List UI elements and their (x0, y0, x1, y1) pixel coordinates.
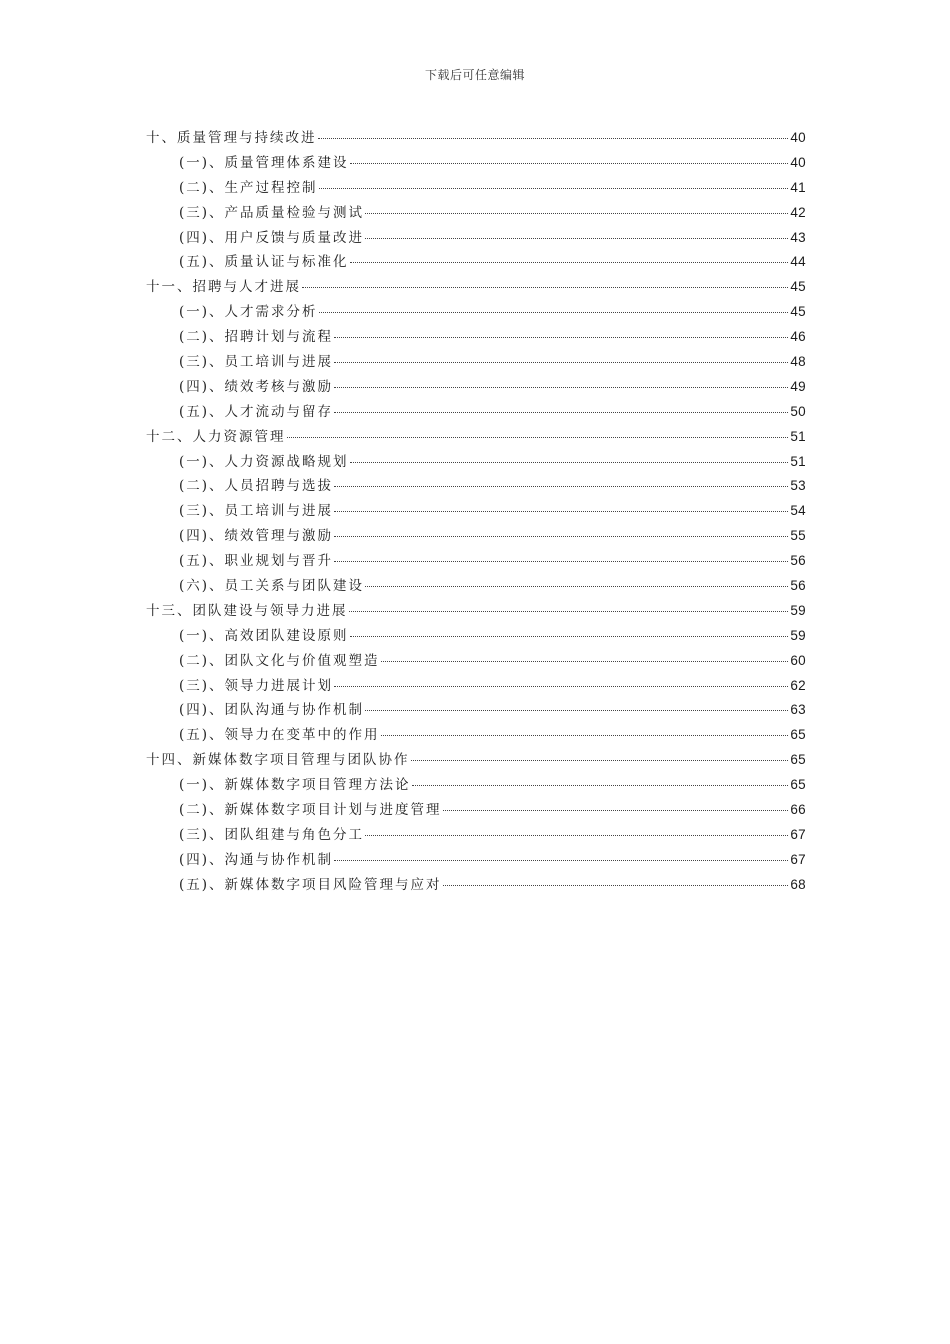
toc-entry-leader (412, 785, 789, 786)
toc-entry-title: (四)、沟通与协作机制 (179, 851, 334, 868)
toc-entry-leader (319, 312, 789, 313)
toc-section-entry[interactable] (146, 499, 806, 524)
toc-entry-title: (二)、人员招聘与选拔 (179, 478, 334, 495)
toc-section-entry[interactable] (146, 698, 806, 723)
toc-entry-page-number: 56 (790, 578, 806, 594)
toc-section-entry[interactable] (146, 201, 806, 226)
toc-section-entry[interactable] (146, 823, 806, 848)
toc-chapter-entry[interactable] (146, 599, 806, 624)
toc-entry-title: (一)、人力资源战略规划 (179, 453, 349, 470)
toc-section-entry[interactable] (146, 474, 806, 499)
toc-entry-leader (350, 636, 789, 637)
toc-entry-leader (365, 213, 788, 214)
toc-entry-page-number: 48 (790, 354, 806, 370)
toc-entry-page-number: 66 (790, 802, 806, 818)
toc-entry-leader (334, 412, 788, 413)
toc-entry-title: (五)、人才流动与留存 (179, 403, 334, 420)
toc-entry-page-number: 50 (790, 403, 806, 419)
toc-section-entry[interactable] (146, 250, 806, 275)
toc-entry-leader (334, 511, 788, 512)
toc-entry-title: 十三、团队建设与领导力进展 (146, 602, 348, 619)
toc-entry-leader (365, 835, 788, 836)
toc-section-entry[interactable] (146, 549, 806, 574)
toc-entry-leader (334, 337, 788, 338)
toc-entry-page-number: 62 (790, 677, 806, 693)
toc-entry-title: (四)、用户反馈与质量改进 (179, 229, 365, 246)
toc-entry-leader (334, 686, 788, 687)
toc-entry-page-number: 43 (790, 229, 806, 245)
toc-entry-title: (四)、绩效考核与激励 (179, 378, 334, 395)
toc-section-entry[interactable] (146, 300, 806, 325)
toc-entry-title: 十二、人力资源管理 (146, 428, 286, 445)
toc-entry-leader (365, 586, 788, 587)
toc-entry-leader (287, 437, 789, 438)
toc-entry-leader (443, 885, 789, 886)
toc-entry-page-number: 65 (790, 752, 806, 768)
toc-entry-page-number: 41 (790, 179, 806, 195)
toc-chapter-entry[interactable] (146, 425, 806, 450)
toc-entry-page-number: 68 (790, 876, 806, 892)
toc-entry-page-number: 67 (790, 851, 806, 867)
toc-entry-leader (334, 860, 788, 861)
toc-entry-title: (三)、员工培训与进展 (179, 503, 334, 520)
toc-entry-page-number: 42 (790, 204, 806, 220)
toc-section-entry[interactable] (146, 450, 806, 475)
toc-entry-title: (一)、质量管理体系建设 (179, 154, 349, 171)
toc-entry-leader (443, 810, 789, 811)
toc-entry-title: (三)、领导力进展计划 (179, 677, 334, 694)
toc-entry-title: 十一、招聘与人才进展 (146, 279, 301, 296)
toc-entry-page-number: 56 (790, 553, 806, 569)
toc-entry-title: (二)、生产过程控制 (179, 179, 318, 196)
toc-entry-page-number: 59 (790, 627, 806, 643)
toc-entry-page-number: 40 (790, 154, 806, 170)
toc-entry-leader (350, 462, 789, 463)
toc-entry-title: (六)、员工关系与团队建设 (179, 578, 365, 595)
toc-entry-page-number: 51 (790, 428, 806, 444)
toc-entry-title: (五)、职业规划与晋升 (179, 553, 334, 570)
toc-entry-title: (二)、团队文化与价值观塑造 (179, 652, 380, 669)
toc-entry-title: (一)、新媒体数字项目管理方法论 (179, 777, 411, 794)
toc-section-entry[interactable] (146, 873, 806, 898)
toc-entry-title: (四)、绩效管理与激励 (179, 528, 334, 545)
toc-entry-leader (411, 760, 789, 761)
toc-section-entry[interactable] (146, 400, 806, 425)
toc-chapter-entry[interactable] (146, 748, 806, 773)
toc-chapter-entry[interactable] (146, 275, 806, 300)
toc-entry-leader (334, 536, 788, 537)
toc-section-entry[interactable] (146, 649, 806, 674)
toc-entry-leader (334, 387, 788, 388)
toc-section-entry[interactable] (146, 524, 806, 549)
toc-entry-page-number: 53 (790, 478, 806, 494)
toc-entry-title: (四)、团队沟通与协作机制 (179, 702, 365, 719)
page-header: 下载后可任意编辑 (424, 68, 525, 82)
toc-entry-page-number: 40 (790, 130, 806, 145)
toc-entry-title: (五)、新媒体数字项目风险管理与应对 (179, 876, 442, 893)
toc-entry-page-number: 45 (790, 304, 806, 320)
toc-entry-leader (334, 561, 788, 562)
toc-section-entry[interactable] (146, 798, 806, 823)
toc-entry-title: (二)、新媒体数字项目计划与进度管理 (179, 802, 442, 819)
toc-entry-title: (五)、质量认证与标准化 (179, 254, 349, 271)
toc-section-entry[interactable] (146, 848, 806, 873)
toc-entry-page-number: 63 (790, 702, 806, 718)
toc-entry-page-number: 51 (790, 453, 806, 469)
toc-section-entry[interactable] (146, 176, 806, 201)
toc-entry-page-number: 60 (790, 652, 806, 668)
toc-entry-title: 十、质量管理与持续改进 (146, 130, 317, 146)
toc-entry-page-number: 55 (790, 528, 806, 544)
toc-section-entry[interactable] (146, 674, 806, 699)
toc-entry-page-number: 45 (790, 279, 806, 295)
toc-section-entry[interactable] (146, 350, 806, 375)
toc-entry-title: (三)、团队组建与角色分工 (179, 826, 365, 843)
toc-section-entry[interactable] (146, 624, 806, 649)
toc-entry-leader (318, 138, 789, 139)
toc-entry-leader (334, 362, 788, 363)
toc-entry-leader (319, 188, 789, 189)
toc-section-entry[interactable] (146, 574, 806, 599)
toc-entry-leader (302, 287, 788, 288)
toc-entry-leader (381, 735, 789, 736)
toc-entry-title: (三)、员工培训与进展 (179, 354, 334, 371)
toc-entry-leader (365, 238, 788, 239)
toc-entry-leader (350, 163, 789, 164)
toc-entry-leader (349, 611, 789, 612)
toc-entry-title: (一)、高效团队建设原则 (179, 627, 349, 644)
toc-section-entry[interactable] (146, 226, 806, 251)
toc-entry-title: (二)、招聘计划与流程 (179, 329, 334, 346)
toc-section-entry[interactable] (146, 151, 806, 176)
toc-section-entry[interactable] (146, 375, 806, 400)
toc-entry-page-number: 65 (790, 777, 806, 793)
toc-entry-title: (三)、产品质量检验与测试 (179, 204, 365, 221)
toc-entry-page-number: 65 (790, 727, 806, 743)
toc-entry-page-number: 54 (790, 503, 806, 519)
toc-section-entry[interactable] (146, 773, 806, 798)
toc-entry-page-number: 67 (790, 826, 806, 842)
toc-entry-page-number: 59 (790, 602, 806, 618)
toc-section-entry[interactable] (146, 723, 806, 748)
toc-entry-title: (五)、领导力在变革中的作用 (179, 727, 380, 744)
toc-entry-leader (350, 262, 789, 263)
toc-entry-title: 十四、新媒体数字项目管理与团队协作 (146, 752, 410, 769)
toc-entry-leader (365, 710, 788, 711)
toc-entry-page-number: 49 (790, 378, 806, 394)
toc-section-entry[interactable] (146, 325, 806, 350)
toc-entry-leader (334, 486, 788, 487)
toc-entry-page-number: 44 (790, 254, 806, 270)
table-of-contents (146, 126, 806, 898)
toc-entry-leader (381, 661, 789, 662)
toc-entry-page-number: 46 (790, 329, 806, 345)
toc-entry-title: (一)、人才需求分析 (179, 304, 318, 321)
toc-chapter-entry[interactable] (146, 126, 806, 151)
